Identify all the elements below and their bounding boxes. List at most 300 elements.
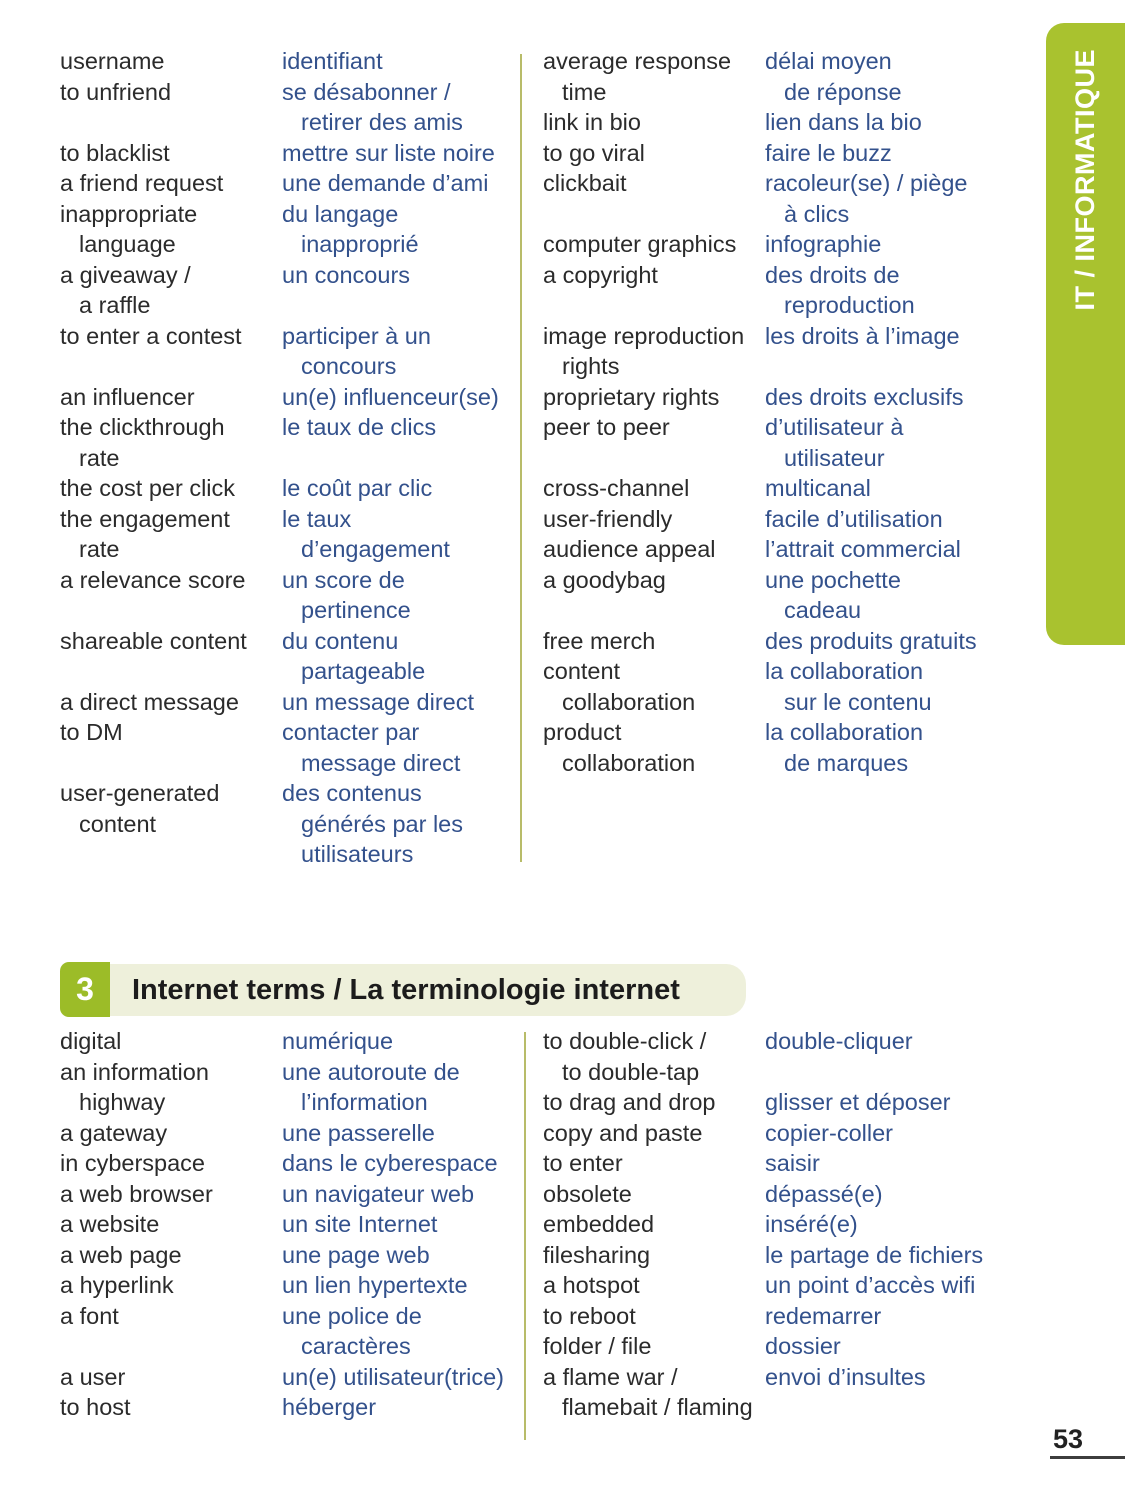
vocab-row — [60, 1179, 512, 1210]
term-french-line: un(e) influenceur(se) — [282, 383, 499, 410]
term-english — [60, 717, 282, 748]
term-french-line: à clics — [784, 200, 850, 227]
term-english-line: rate — [79, 536, 120, 562]
term-french-line: lien dans la bio — [765, 109, 922, 135]
term-french-line: une demande d’ami — [282, 170, 489, 196]
vocab-row — [60, 473, 512, 504]
term-english-line: average response — [543, 48, 732, 74]
term-french — [282, 412, 512, 443]
term-french-line: envoi d’insultes — [765, 1363, 926, 1390]
term-english-line: a goodybag — [543, 566, 666, 593]
term-french — [765, 412, 1025, 473]
vocab-row — [543, 1301, 1025, 1332]
term-french-line: participer à un — [282, 322, 431, 349]
term-english — [60, 504, 282, 565]
vocab-row — [543, 626, 1025, 657]
term-french-line: de marques — [784, 749, 909, 776]
vocab-row — [60, 1362, 512, 1393]
term-english-line: clickbait — [543, 170, 627, 196]
chapter-tab — [1046, 23, 1125, 645]
term-english-line: filesharing — [543, 1241, 651, 1268]
term-french-line: utilisateur — [784, 444, 885, 471]
term-french — [282, 1057, 512, 1118]
term-french — [282, 473, 512, 504]
vocab-row — [60, 46, 512, 77]
term-french-line: dans le cyberespace — [282, 1150, 498, 1176]
vocab-row — [543, 504, 1025, 535]
vocab-row — [60, 1392, 512, 1423]
term-english-line: inappropriate — [60, 200, 198, 227]
term-english-line: flamebait / flaming — [562, 1394, 753, 1420]
term-french — [765, 656, 1025, 717]
term-french-line: le coût par clic — [282, 475, 433, 501]
term-english — [543, 656, 765, 717]
term-french-line: des produits gratuits — [765, 627, 977, 654]
term-french-line: partageable — [301, 658, 426, 684]
term-english — [60, 1179, 282, 1210]
term-english-line: to reboot — [543, 1302, 636, 1329]
term-french — [282, 717, 512, 778]
term-english — [543, 534, 765, 565]
term-english-line: free merch — [543, 627, 656, 654]
term-french-line: inapproprié — [301, 231, 419, 257]
term-english — [60, 687, 282, 718]
term-french-line: une page web — [282, 1241, 430, 1268]
term-english — [60, 626, 282, 657]
term-french — [765, 1087, 1025, 1118]
term-english-line: content — [79, 810, 157, 837]
term-english — [60, 1270, 282, 1301]
term-french — [765, 1118, 1025, 1149]
term-english-line: folder / file — [543, 1333, 652, 1359]
term-english — [543, 717, 765, 778]
term-english — [543, 46, 765, 107]
vocab-row — [543, 46, 1025, 107]
term-english — [543, 1270, 765, 1301]
vocab-row — [60, 412, 512, 473]
term-english — [60, 412, 282, 473]
term-french — [765, 229, 1025, 260]
footer-rule — [1050, 1456, 1125, 1459]
vocab-row — [60, 382, 512, 413]
term-french — [765, 504, 1025, 535]
term-french — [282, 382, 512, 413]
term-french — [765, 382, 1025, 413]
term-french-line: cadeau — [784, 597, 862, 623]
vocab-row — [60, 717, 512, 778]
term-english-line: the clickthrough — [60, 414, 225, 440]
term-french-line: dossier — [765, 1333, 841, 1359]
vocab-row — [543, 1118, 1025, 1149]
term-french — [282, 687, 512, 718]
term-english-line: user-friendly — [543, 505, 673, 532]
term-french-line: une police de — [282, 1302, 422, 1329]
term-french — [765, 473, 1025, 504]
vocab-row — [60, 687, 512, 718]
term-french — [765, 107, 1025, 138]
term-french-line: copier-coller — [765, 1119, 893, 1146]
term-french — [765, 1240, 1025, 1271]
vocab-row — [543, 168, 1025, 229]
term-english-line: copy and paste — [543, 1119, 703, 1146]
term-english — [543, 260, 765, 291]
term-english-line: to double-click / — [543, 1028, 707, 1054]
chapter-tab-label: IT / INFORMATIQUE — [1070, 49, 1100, 311]
term-english-line: image reproduction — [543, 322, 745, 349]
term-french — [282, 504, 512, 565]
term-english-line: to enter — [543, 1150, 623, 1176]
vocab-row — [543, 1362, 1025, 1423]
term-english — [543, 1087, 765, 1118]
vocab-column-top-left — [60, 46, 512, 870]
term-english-line: a web browser — [60, 1180, 213, 1207]
term-english-line: cross-channel — [543, 475, 690, 501]
term-english — [60, 1240, 282, 1271]
term-french-line: utilisateurs — [301, 841, 414, 867]
term-french-line: une autoroute de — [282, 1058, 460, 1085]
vocab-row — [543, 107, 1025, 138]
term-french-line: double-cliquer — [765, 1028, 913, 1054]
term-french-line: une passerelle — [282, 1119, 435, 1146]
term-english-line: rate — [79, 444, 120, 471]
section-number-badge: 3 — [60, 962, 110, 1017]
term-english-line: to host — [60, 1394, 131, 1420]
term-english — [543, 504, 765, 535]
vocab-column-bottom-left — [60, 1026, 512, 1423]
term-english-line: computer graphics — [543, 231, 737, 257]
term-french — [765, 1362, 1025, 1393]
term-english-line: collaboration — [562, 688, 696, 715]
term-english — [543, 321, 765, 382]
term-english — [60, 168, 282, 199]
term-french — [765, 1331, 1025, 1362]
vocab-row — [543, 1179, 1025, 1210]
term-french-line: mettre sur liste noire — [282, 139, 495, 166]
term-english-line: proprietary rights — [543, 383, 720, 410]
term-english-line: a hyperlink — [60, 1272, 174, 1298]
term-french — [282, 260, 512, 291]
term-english-line: audience appeal — [543, 536, 716, 562]
term-french-line: un lien hypertexte — [282, 1272, 468, 1298]
term-french — [765, 1270, 1025, 1301]
term-english — [543, 107, 765, 138]
vocab-row — [60, 565, 512, 626]
vocab-row — [543, 473, 1025, 504]
term-french — [282, 1118, 512, 1149]
vocab-row — [60, 1148, 512, 1179]
term-french — [765, 1179, 1025, 1210]
vocab-row — [543, 1240, 1025, 1271]
term-french-line: concours — [301, 353, 397, 379]
term-french — [282, 1209, 512, 1240]
term-english — [60, 1148, 282, 1179]
vocab-row — [543, 229, 1025, 260]
term-english — [60, 1301, 282, 1332]
term-english-line: to unfriend — [60, 78, 172, 105]
term-english-line: a flame war / — [543, 1363, 678, 1390]
term-french — [765, 1148, 1025, 1179]
term-french-line: des droits exclusifs — [765, 383, 964, 410]
term-english — [543, 168, 765, 199]
term-english — [60, 77, 282, 108]
term-english — [60, 565, 282, 596]
term-french-line: héberger — [282, 1394, 377, 1420]
vocab-row — [543, 1209, 1025, 1240]
vocab-row — [60, 168, 512, 199]
term-english-line: shareable content — [60, 627, 247, 654]
term-english-line: a giveaway / — [60, 261, 191, 288]
term-english — [60, 321, 282, 352]
term-english — [543, 138, 765, 169]
term-french-line: un message direct — [282, 688, 475, 715]
term-french — [282, 1148, 512, 1179]
term-english-line: an information — [60, 1058, 209, 1085]
term-english-line: a user — [60, 1363, 126, 1390]
term-french-line: l’information — [301, 1089, 428, 1115]
term-french-line: sur le contenu — [784, 688, 932, 715]
vocab-row — [60, 1118, 512, 1149]
term-english-line: in cyberspace — [60, 1150, 205, 1176]
vocab-row — [60, 504, 512, 565]
term-english — [543, 473, 765, 504]
term-english — [60, 1057, 282, 1118]
term-french-line: de réponse — [784, 78, 902, 105]
term-english — [543, 1240, 765, 1271]
chapter-tab-text-wrap — [1046, 49, 1125, 310]
vocab-row — [60, 1240, 512, 1271]
term-english-line: a copyright — [543, 261, 658, 288]
term-english-line: to blacklist — [60, 139, 170, 166]
term-english — [60, 1026, 282, 1057]
vocab-row — [60, 626, 512, 687]
term-french-line: contacter par — [282, 719, 420, 745]
term-french-line: caractères — [301, 1333, 411, 1359]
term-english — [60, 199, 282, 260]
term-french — [765, 321, 1025, 352]
vocab-row — [543, 138, 1025, 169]
term-english — [60, 778, 282, 839]
term-english — [60, 473, 282, 504]
term-english — [60, 46, 282, 77]
term-french-line: un point d’accès wifi — [765, 1272, 976, 1298]
term-french-line: un score de — [282, 566, 405, 593]
term-french — [282, 168, 512, 199]
term-french-line: le taux de clics — [282, 414, 437, 440]
vocab-row — [543, 412, 1025, 473]
term-french — [282, 626, 512, 687]
term-french-line: saisir — [765, 1150, 820, 1176]
term-english — [60, 382, 282, 413]
term-english-line: content — [543, 658, 621, 684]
term-french — [765, 717, 1025, 778]
term-english — [543, 1118, 765, 1149]
term-french-line: retirer des amis — [301, 109, 463, 135]
vocab-row — [543, 260, 1025, 321]
vocab-row — [543, 656, 1025, 717]
section-title: Internet terms / La terminologie internet — [132, 973, 680, 1006]
term-french — [282, 1240, 512, 1271]
column-divider-top — [520, 54, 522, 862]
term-english-line: user-generated — [60, 780, 220, 806]
term-french-line: d’utilisateur à — [765, 414, 904, 440]
page-number: 53 — [1053, 1424, 1084, 1454]
term-french — [282, 778, 512, 870]
term-english — [60, 1362, 282, 1393]
term-english-line: peer to peer — [543, 414, 670, 440]
vocab-row — [543, 565, 1025, 626]
term-french — [765, 534, 1025, 565]
term-english-line: to double-tap — [562, 1058, 700, 1085]
term-french-line: une pochette — [765, 566, 901, 593]
term-french-line: l’attrait commercial — [765, 536, 961, 562]
term-english-line: product — [543, 719, 622, 745]
vocab-row — [60, 778, 512, 870]
term-french-line: racoleur(se) / piège — [765, 170, 968, 196]
vocab-row — [543, 321, 1025, 382]
term-english-line: obsolete — [543, 1180, 632, 1207]
term-french — [765, 1301, 1025, 1332]
vocab-row — [543, 1148, 1025, 1179]
term-english-line: link in bio — [543, 109, 641, 135]
term-french — [765, 1026, 1025, 1057]
term-english-line: a gateway — [60, 1119, 168, 1146]
term-french — [765, 565, 1025, 626]
term-french-line: les droits à l’image — [765, 322, 960, 349]
section-header — [60, 962, 746, 1017]
term-english — [543, 1331, 765, 1362]
term-english — [543, 1209, 765, 1240]
term-french-line: le partage de fichiers — [765, 1241, 984, 1268]
term-french-line: redemarrer — [765, 1302, 882, 1329]
term-english-line: the engagement — [60, 505, 230, 532]
term-english-line: a web page — [60, 1241, 182, 1268]
term-french-line: du contenu — [282, 627, 399, 654]
term-english — [543, 382, 765, 413]
term-french-line: le taux — [282, 505, 352, 532]
term-french-line: un(e) utilisateur(trice) — [282, 1363, 505, 1390]
term-french-line: message direct — [301, 749, 461, 776]
term-french-line: un site Internet — [282, 1211, 438, 1237]
term-english — [60, 1392, 282, 1423]
term-french — [282, 77, 512, 138]
term-english — [60, 1118, 282, 1149]
term-english — [543, 229, 765, 260]
vocab-row — [543, 382, 1025, 413]
term-french — [282, 565, 512, 626]
term-french — [765, 168, 1025, 229]
term-english-line: time — [562, 78, 607, 105]
term-french — [282, 199, 512, 260]
term-french-line: pertinence — [301, 597, 411, 623]
term-french-line: facile d’utilisation — [765, 505, 943, 532]
vocab-row — [60, 199, 512, 260]
term-french-line: du langage — [282, 200, 399, 227]
term-french-line: faire le buzz — [765, 139, 892, 166]
term-french-line: se désabonner / — [282, 78, 451, 105]
term-english-line: highway — [79, 1089, 166, 1115]
column-divider-bottom — [524, 1032, 526, 1440]
term-english — [543, 412, 765, 443]
term-english — [543, 1179, 765, 1210]
vocab-row — [60, 1209, 512, 1240]
term-french — [282, 46, 512, 77]
term-english-line: a hotspot — [543, 1272, 640, 1298]
vocab-row — [60, 1057, 512, 1118]
term-english-line: a relevance score — [60, 566, 246, 593]
term-french — [282, 321, 512, 382]
term-french-line: des contenus — [282, 780, 422, 806]
term-english-line: a friend request — [60, 170, 224, 196]
term-french-line: infographie — [765, 231, 882, 257]
term-english-line: to DM — [60, 719, 123, 745]
term-english-line: a font — [60, 1302, 119, 1329]
term-french — [282, 1301, 512, 1362]
vocab-column-top-right — [543, 46, 1025, 778]
term-english — [543, 1362, 765, 1423]
term-english-line: a raffle — [79, 292, 151, 318]
term-french-line: délai moyen — [765, 48, 892, 74]
term-english-line: an influencer — [60, 383, 195, 410]
term-english-line: embedded — [543, 1211, 655, 1237]
term-english-line: digital — [60, 1028, 122, 1054]
vocab-row — [543, 1270, 1025, 1301]
term-french — [765, 260, 1025, 321]
term-french-line: des droits de — [765, 261, 900, 288]
term-english — [543, 1026, 765, 1087]
term-english-line: a website — [60, 1211, 160, 1237]
term-english-line: a direct message — [60, 688, 239, 715]
term-french — [282, 1179, 512, 1210]
term-english-line: to drag and drop — [543, 1089, 716, 1115]
term-french — [765, 46, 1025, 107]
term-french — [282, 1026, 512, 1057]
vocab-row — [543, 534, 1025, 565]
vocab-row — [60, 1270, 512, 1301]
term-english-line: to enter a contest — [60, 322, 242, 349]
term-french-line: la collaboration — [765, 719, 924, 745]
term-french — [765, 1209, 1025, 1240]
term-french — [282, 138, 512, 169]
term-english — [60, 1209, 282, 1240]
term-french-line: un concours — [282, 261, 411, 288]
term-english — [543, 1301, 765, 1332]
term-french — [282, 1270, 512, 1301]
term-english — [543, 565, 765, 596]
term-french-line: d’engagement — [301, 536, 450, 562]
term-french-line: identifiant — [282, 48, 383, 74]
term-french — [765, 138, 1025, 169]
term-english-line: to go viral — [543, 139, 645, 166]
vocab-row — [60, 138, 512, 169]
term-french-line: numérique — [282, 1028, 394, 1054]
term-french-line: dépassé(e) — [765, 1180, 883, 1207]
term-english-line: rights — [562, 353, 620, 379]
term-french-line: glisser et déposer — [765, 1089, 951, 1115]
vocab-row — [60, 260, 512, 321]
vocab-row — [543, 717, 1025, 778]
vocab-row — [60, 77, 512, 138]
term-french-line: générés par les — [301, 810, 463, 837]
term-english-line: collaboration — [562, 749, 696, 776]
term-english-line: the cost per click — [60, 475, 236, 501]
term-french-line: inséré(e) — [765, 1211, 858, 1237]
term-french-line: multicanal — [765, 475, 871, 501]
vocab-row — [60, 321, 512, 382]
vocab-column-bottom-right — [543, 1026, 1025, 1423]
vocab-row — [60, 1026, 512, 1057]
term-french-line: la collaboration — [765, 658, 924, 684]
term-english — [543, 1148, 765, 1179]
